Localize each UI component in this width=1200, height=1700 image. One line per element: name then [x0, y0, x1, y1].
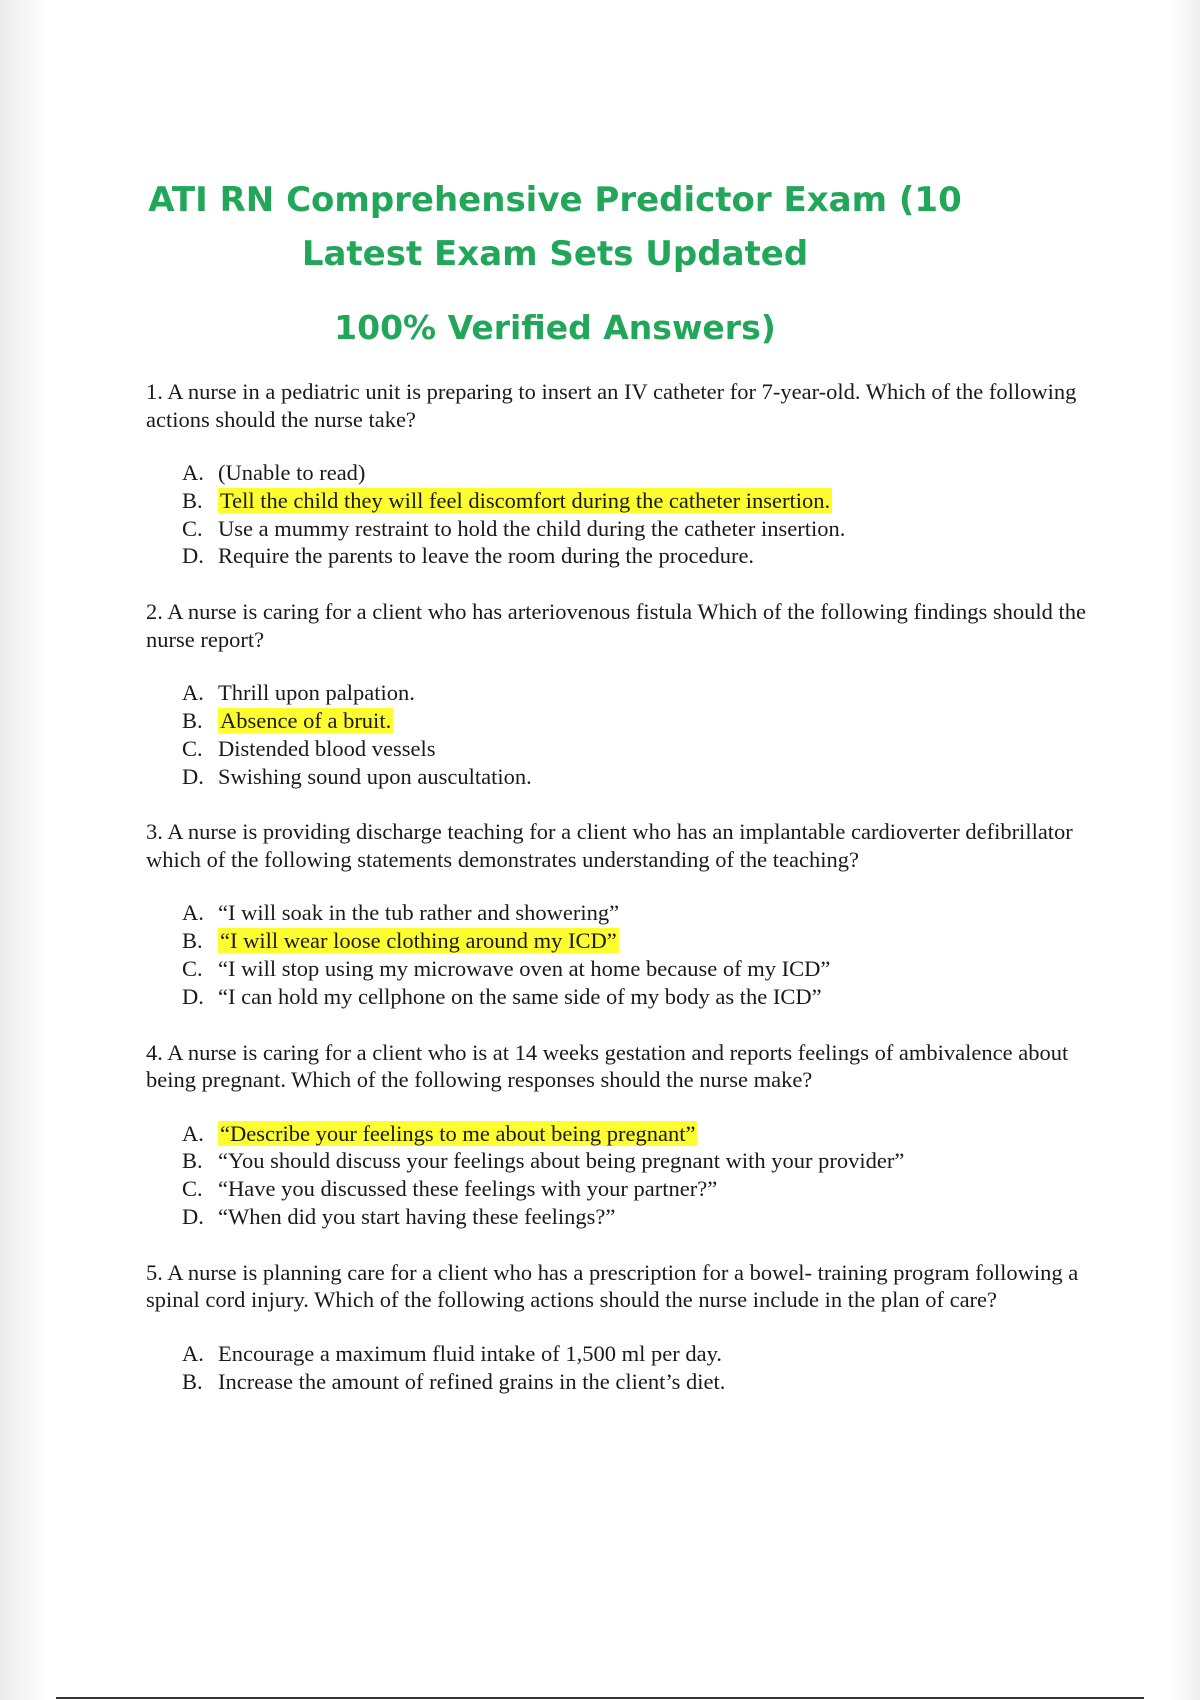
question-block [146, 1259, 1096, 1396]
question-block [146, 818, 1096, 1010]
option-letter: B. [182, 487, 203, 513]
option-letter: B. [182, 1368, 203, 1394]
answer-option [182, 487, 1096, 515]
option-text: “I will stop using my microwave oven at home because of my ICD” [218, 955, 831, 981]
answer-option [182, 1175, 1096, 1203]
question-block [146, 1039, 1096, 1231]
question-block [146, 378, 1096, 570]
answer-options [146, 1120, 1096, 1231]
answer-options [146, 459, 1096, 570]
page-bottom-rule [56, 1697, 1144, 1699]
answer-option [182, 707, 1096, 735]
answer-option [182, 459, 1096, 487]
answer-option [182, 1368, 1096, 1396]
option-text: “You should discuss your feelings about being pregnant with your provider” [218, 1148, 905, 1174]
answer-option [182, 899, 1096, 927]
page-shadow-right [1170, 0, 1200, 1700]
highlighted-answer-text: “I will wear loose clothing around my ICD” [220, 928, 617, 954]
option-letter: B. [182, 707, 203, 733]
question-text: 1. A nurse in a pediatric unit is preparing to insert an IV catheter for 7-year-old. Which of the following actions should the nurse take? [146, 379, 1077, 432]
option-text: “Have you discussed these feelings with your partner?” [218, 1176, 718, 1202]
title-line-3: 100% Verified Answers) [334, 308, 776, 347]
option-text: Increase the amount of refined grains in the client’s diet. [218, 1368, 726, 1394]
title-line-1: ATI RN Comprehensive Predictor Exam (10 [148, 180, 962, 220]
answer-options [146, 1340, 1096, 1396]
answer-options [146, 899, 1096, 1010]
answer-option [182, 1340, 1096, 1368]
option-text: Use a mummy restraint to hold the child during the catheter insertion. [218, 515, 846, 541]
title-line-2: Latest Exam Sets Updated [301, 234, 809, 274]
highlighted-answer-text: Tell the child they will feel discomfort during the catheter insertion. [220, 487, 831, 513]
answer-option [182, 955, 1096, 983]
question-text: 5. A nurse is planning care for a client who has a prescription for a bowel- training program following a spinal cord injury. Which of the following actions should the nurse include in the plan of care? [146, 1259, 1079, 1313]
option-text: “I will soak in the tub rather and showering” [218, 900, 620, 926]
option-letter: B. [182, 928, 203, 954]
option-text: “I can hold my cellphone on the same side of my body as the ICD” [218, 983, 822, 1009]
question-list [146, 378, 1096, 1423]
option-text: Thrill upon palpation. [218, 680, 415, 706]
answer-option [182, 735, 1096, 763]
option-letter: D. [182, 543, 204, 569]
answer-option [182, 542, 1096, 570]
highlighted-answer-text: Absence of a bruit. [220, 707, 392, 733]
option-letter: A. [182, 900, 204, 926]
question-text: 3. A nurse is providing discharge teaching for a client who has an implantable cardioverter defibrillator which of the following statements demonstrates understanding of the teaching? [146, 819, 1073, 872]
option-text: Swishing sound upon auscultation. [218, 763, 532, 789]
option-letter: D. [182, 983, 204, 1009]
option-letter: C. [182, 735, 203, 761]
answer-option [182, 515, 1096, 543]
option-letter: C. [182, 1176, 203, 1202]
option-letter: B. [182, 1148, 203, 1174]
answer-option [182, 763, 1096, 791]
option-letter: A. [182, 1120, 204, 1146]
option-letter: D. [182, 763, 204, 789]
option-text: Require the parents to leave the room during the procedure. [218, 543, 755, 569]
answer-options [146, 679, 1096, 790]
option-letter: C. [182, 515, 203, 541]
option-letter: A. [182, 460, 204, 485]
answer-option [182, 1147, 1096, 1175]
option-letter: A. [182, 680, 204, 706]
option-text: Encourage a maximum fluid intake of 1,500 ml per day. [218, 1340, 723, 1366]
answer-option [182, 983, 1096, 1011]
question-text: 2. A nurse is caring for a client who has arteriovenous fistula Which of the following findings should the nurse report? [146, 599, 1087, 652]
option-letter: A. [182, 1340, 204, 1366]
option-letter: D. [182, 1203, 204, 1229]
answer-option [182, 1120, 1096, 1148]
option-text: “When did you start having these feelings?” [218, 1203, 616, 1229]
document-title [0, 173, 1110, 355]
answer-option [182, 679, 1096, 707]
highlighted-answer-text: “Describe your feelings to me about being pregnant” [220, 1120, 696, 1146]
option-text: (Unable to read) [218, 460, 366, 485]
option-letter: C. [182, 955, 203, 981]
option-text: Distended blood vessels [218, 735, 436, 761]
question-block [146, 598, 1096, 790]
answer-option [182, 1203, 1096, 1231]
question-text: 4. A nurse is caring for a client who is at 14 weeks gestation and reports feelings of ambivalence about being pregnant. Which of the following responses should the nurse make? [146, 1039, 1069, 1093]
answer-option [182, 927, 1096, 955]
